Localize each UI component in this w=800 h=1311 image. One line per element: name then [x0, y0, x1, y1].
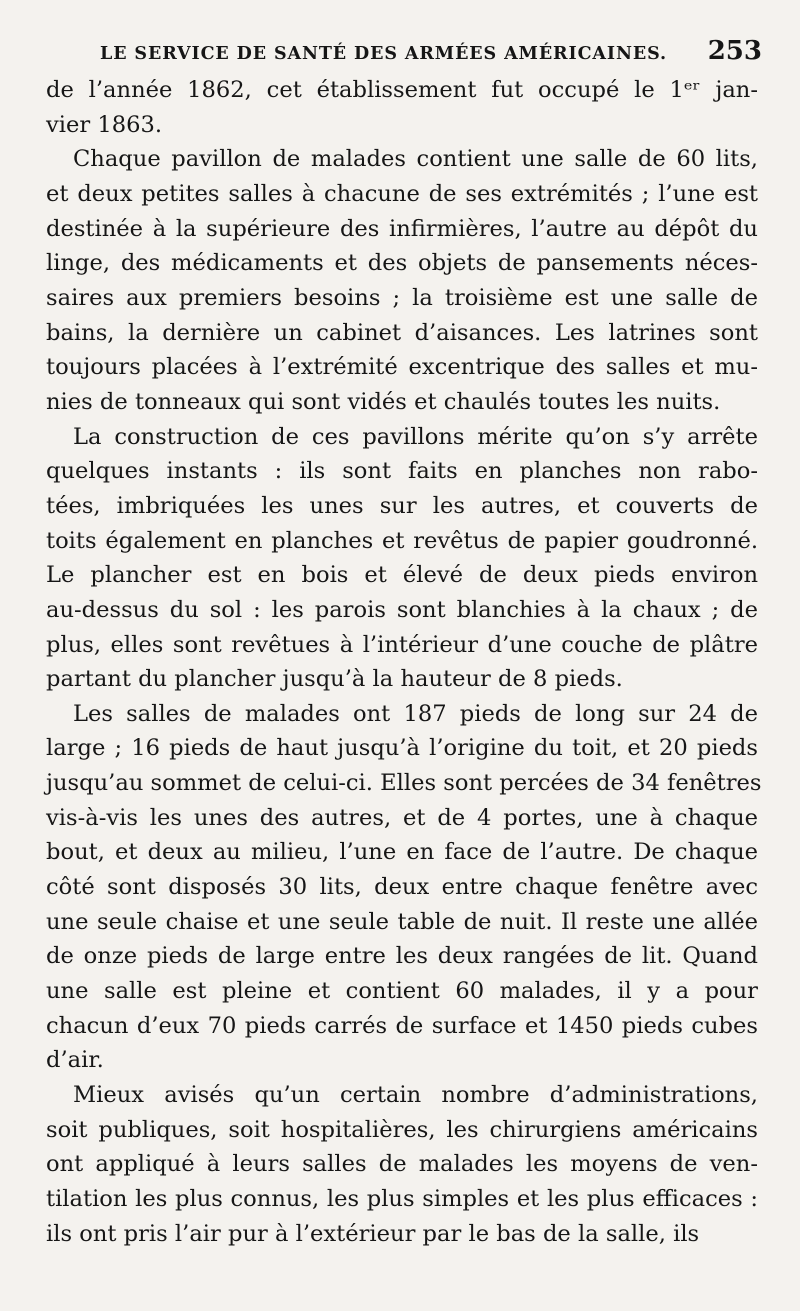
text-line: Chaque pavillon de malades contient une salle de 60 lits,: [73, 146, 758, 173]
running-title: LE SERVICE DE SANTÉ DES ARMÉES AMÉRICAINES.: [100, 44, 668, 64]
text-line: Le plancher est en bois et élevé de deux pieds environ: [46, 562, 758, 589]
text-line: tilation les plus connus, les plus simples et les plus efficaces :: [46, 1186, 758, 1212]
paragraph: [46, 697, 762, 1078]
text-line: jusqu’au sommet de celui-ci. Elles sont percées de 34 fenêtres: [46, 770, 762, 797]
page-header: [100, 36, 762, 66]
text-line: Mieux avisés qu’un certain nombre d’administrations,: [73, 1082, 758, 1109]
text-line: toujours placées à l’extrémité excentrique des salles et mu-: [46, 354, 758, 381]
page-body: [46, 73, 762, 1251]
text-line: soit publiques, soit hospitalières, les chirurgiens américains: [46, 1116, 758, 1143]
text-line: et deux petites salles à chacune de ses extrémités ; l’une est: [46, 180, 758, 207]
text-line: chacun d’eux 70 pieds carrés de surface et 1450 pieds cubes: [46, 1012, 758, 1039]
text-line: large ; 16 pieds de haut jusqu’à l’origine du toit, et 20 pieds: [46, 735, 758, 762]
page-number: 253: [707, 36, 762, 66]
text-line: linge, des médicaments et des objets de pansements néces-: [46, 250, 758, 277]
text-line: toits également en planches et revêtus de papier goudronné.: [46, 527, 758, 554]
text-line: La construction de ces pavillons mérite qu’on s’y arrête: [73, 423, 758, 450]
text-line: ils ont pris l’air pur à l’extérieur par le bas de la salle, ils: [46, 1220, 700, 1247]
text-line: partant du plancher jusqu’à la hauteur de 8 pieds.: [46, 666, 623, 693]
paragraph: [46, 1078, 758, 1251]
text-line: plus, elles sont revêtues à l’intérieur d’une couche de plâtre: [46, 631, 758, 658]
text-line: au-dessus du sol : les parois sont blanchies à la chaux ; de: [46, 596, 758, 623]
text-line: tées, imbriquées les unes sur les autres, et couverts de: [46, 492, 758, 519]
text-line: une salle est pleine et contient 60 malades, il y a pour: [46, 978, 758, 1005]
text-line: bains, la dernière un cabinet d’aisances. Les latrines sont: [46, 319, 758, 346]
paragraph: [46, 142, 758, 419]
text-line: d’air.: [46, 1047, 104, 1074]
text-line: Les salles de malades ont 187 pieds de long sur 24 de: [73, 700, 758, 727]
text-line: quelques instants : ils sont faits en planches non rabo-: [46, 458, 758, 485]
text-line: de l’année 1862, cet établissement fut occupé le 1ᵉʳ jan-: [46, 77, 758, 103]
paragraph: [46, 420, 758, 697]
text-line: nies de tonneaux qui sont vidés et chaulés toutes les nuits.: [46, 388, 721, 415]
text-line: ont appliqué à leurs salles de malades les moyens de ven-: [46, 1151, 758, 1178]
text-line: bout, et deux au milieu, l’une en face de l’autre. De chaque: [46, 839, 758, 866]
text-line: de onze pieds de large entre les deux rangées de lit. Quand: [46, 943, 758, 970]
text-line: une seule chaise et une seule table de nuit. Il reste une allée: [46, 908, 758, 935]
paragraph: [46, 73, 758, 142]
text-line: vier 1863.: [46, 111, 163, 138]
text-line: destinée à la supérieure des infirmières, l’autre au dépôt du: [46, 215, 758, 242]
text-line: saires aux premiers besoins ; la troisième est une salle de: [46, 284, 758, 311]
text-line: vis-à-vis les unes des autres, et de 4 portes, une à chaque: [46, 804, 758, 831]
text-line: côté sont disposés 30 lits, deux entre chaque fenêtre avec: [46, 874, 758, 901]
